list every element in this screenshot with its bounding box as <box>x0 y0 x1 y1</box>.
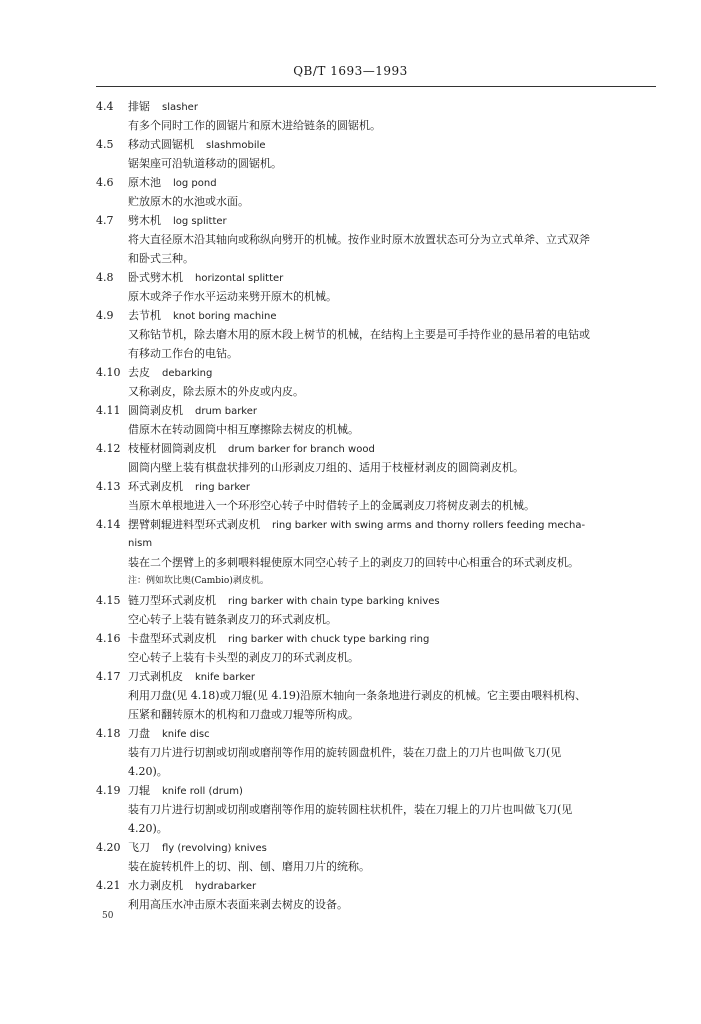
term-entry <box>96 629 656 667</box>
term-chinese: 卡盘型环式剥皮机 <box>128 632 216 645</box>
term-chinese: 排锯 <box>128 100 150 113</box>
term-definition: 圆筒内壁上装有棋盘状排列的山形剥皮刀组的、适用于枝桠材剥皮的圆筒剥皮机。 <box>128 461 524 474</box>
term-number: 4.7 <box>96 214 114 227</box>
term-heading <box>96 876 656 895</box>
term-chinese: 圆筒剥皮机 <box>128 404 183 417</box>
term-definition: 装有刀片进行切割或切削或磨削等作用的旋转圆盘机件，装在刀盘上的刀片也叫做飞刀(见 <box>128 746 562 759</box>
term-chinese: 环式剥皮机 <box>128 480 183 493</box>
term-definition: 装有刀片进行切割或切削或磨削等作用的旋转圆柱状机件，装在刀辊上的刀片也叫做飞刀(见 <box>128 803 573 816</box>
term-entry <box>96 211 656 268</box>
term-note: 注：例如坎比奥(Cambio)剥皮机。 <box>128 576 269 586</box>
term-definition: 和卧式三种。 <box>128 252 194 265</box>
term-heading <box>96 135 656 154</box>
term-chinese: 刀辊 <box>128 784 150 797</box>
term-number: 4.5 <box>96 138 114 151</box>
term-definition: 4.20)。 <box>128 765 168 778</box>
term-number: 4.17 <box>96 670 121 683</box>
term-heading <box>96 838 656 857</box>
term-heading <box>96 781 656 800</box>
term-chinese: 去节机 <box>128 309 161 322</box>
term-english: ring barker with chain type barking knives <box>228 596 440 607</box>
header-rule <box>96 86 656 87</box>
term-english: knife barker <box>195 672 256 683</box>
term-english: log splitter <box>173 216 227 227</box>
term-english: drum barker <box>195 406 258 417</box>
term-number: 4.16 <box>96 632 121 645</box>
term-definition: 贮放原木的水池或水面。 <box>128 195 249 208</box>
term-heading <box>96 629 656 648</box>
term-definition: 原木或斧子作水平运动来劈开原木的机械。 <box>128 290 337 303</box>
term-heading <box>96 667 656 686</box>
term-entry <box>96 439 656 477</box>
term-entry <box>96 363 656 401</box>
term-english: drum barker for branch wood <box>228 444 375 455</box>
term-heading <box>96 724 656 743</box>
term-definition: 锯架座可沿轨道移动的圆锯机。 <box>128 157 282 170</box>
term-heading <box>96 97 656 116</box>
term-english: fly (revolving) knives <box>162 843 267 854</box>
term-number: 4.9 <box>96 309 114 322</box>
term-english: slasher <box>162 102 198 113</box>
term-english: knot boring machine <box>173 311 277 322</box>
term-definition: 又称钻节机，除去磨木用的原木段上树节的机械，在结构上主要是可手持作业的悬吊着的电钻或 <box>128 328 590 341</box>
term-english: slashmobile <box>206 140 266 151</box>
term-english: ring barker with swing arms and thorny rollers feeding mecha- <box>272 520 586 531</box>
term-english: hydrabarker <box>195 881 257 892</box>
term-number: 4.6 <box>96 176 114 189</box>
term-heading <box>96 401 656 420</box>
term-number: 4.8 <box>96 271 114 284</box>
term-entry <box>96 306 656 363</box>
term-chinese: 去皮 <box>128 366 150 379</box>
page-number: 50 <box>102 911 114 921</box>
standard-code-header: QB/T 1693—1993 <box>293 64 408 78</box>
term-definition: 装在旋转机件上的切、削、刨、磨用刀片的统称。 <box>128 860 370 873</box>
term-english: debarking <box>162 368 213 379</box>
term-entry <box>96 477 656 515</box>
term-chinese: 移动式圆锯机 <box>128 138 194 151</box>
term-english: log pond <box>173 178 217 189</box>
term-heading <box>96 173 656 192</box>
term-entry <box>96 515 656 591</box>
term-chinese: 原木池 <box>128 176 161 189</box>
term-chinese: 水力剥皮机 <box>128 879 183 892</box>
term-definition: 利用刀盘(见 4.18)或刀辊(见 4.19)沿原木轴向一条条地进行剥皮的机械。它主要由喂料机构、 <box>128 689 587 702</box>
term-number: 4.11 <box>96 404 121 417</box>
term-number: 4.10 <box>96 366 121 379</box>
term-english: knife disc <box>162 729 210 740</box>
term-entry <box>96 667 656 724</box>
term-heading <box>96 591 656 610</box>
term-number: 4.14 <box>96 518 121 531</box>
term-chinese: 劈木机 <box>128 214 161 227</box>
term-number: 4.4 <box>96 100 114 113</box>
term-heading <box>96 211 656 230</box>
term-entry <box>96 135 656 173</box>
term-definition: 将大直径原木沿其轴向或称纵向劈开的机械。按作业时原木放置状态可分为立式单斧、立式双斧 <box>128 233 590 246</box>
term-number: 4.12 <box>96 442 121 455</box>
term-heading <box>96 306 656 325</box>
term-heading <box>96 515 656 534</box>
term-definition: 空心转子上装有链条剥皮刀的环式剥皮机。 <box>128 613 337 626</box>
term-heading <box>96 363 656 382</box>
term-entry <box>96 838 656 876</box>
term-definition: 有移动工作台的电钻。 <box>128 347 238 360</box>
term-definition: 4.20)。 <box>128 822 168 835</box>
term-definition: 又称剥皮，除去原木的外皮或内皮。 <box>128 385 304 398</box>
term-chinese: 链刀型环式剥皮机 <box>128 594 216 607</box>
term-number: 4.20 <box>96 841 121 854</box>
term-definition: 装在二个摆臂上的多刺喂料辊使原木同空心转子上的剥皮刀的回转中心相重合的环式剥皮机。 <box>128 556 579 569</box>
term-number: 4.21 <box>96 879 121 892</box>
term-chinese: 枝桠材圆筒剥皮机 <box>128 442 216 455</box>
term-heading <box>96 268 656 287</box>
term-chinese: 卧式劈木机 <box>128 271 183 284</box>
term-english: ring barker with chuck type barking ring <box>228 634 430 645</box>
term-entry <box>96 876 656 914</box>
term-definition: 空心转子上装有卡头型的剥皮刀的环式剥皮机。 <box>128 651 359 664</box>
term-chinese: 摆臂刺辊进料型环式剥皮机 <box>128 518 260 531</box>
term-english: knife roll (drum) <box>162 786 243 797</box>
term-entry <box>96 268 656 306</box>
term-english-continued: nism <box>128 538 153 549</box>
term-entry <box>96 401 656 439</box>
term-chinese: 刀盘 <box>128 727 150 740</box>
term-definition: 当原木单根地进入一个环形空心转子中时借转子上的金属剥皮刀将树皮剥去的机械。 <box>128 499 535 512</box>
term-chinese: 飞刀 <box>128 841 150 854</box>
term-number: 4.15 <box>96 594 121 607</box>
term-list <box>96 97 656 914</box>
term-number: 4.18 <box>96 727 121 740</box>
term-entry <box>96 781 656 838</box>
term-definition: 有多个同时工作的圆锯片和原木进给链条的圆锯机。 <box>128 119 381 132</box>
term-number: 4.13 <box>96 480 121 493</box>
term-number: 4.19 <box>96 784 121 797</box>
term-definition: 借原木在转动圆筒中相互摩擦除去树皮的机械。 <box>128 423 359 436</box>
term-heading <box>96 439 656 458</box>
term-english: ring barker <box>195 482 251 493</box>
term-english: horizontal splitter <box>195 273 284 284</box>
term-entry <box>96 591 656 629</box>
term-entry <box>96 724 656 781</box>
term-definition: 压紧和翻转原木的机构和刀盘或刀辊等所构成。 <box>128 708 359 721</box>
term-definition: 利用高压水冲击原木表面来剥去树皮的设备。 <box>128 898 348 911</box>
term-chinese: 刀式剥机皮 <box>128 670 183 683</box>
term-entry <box>96 97 656 135</box>
term-heading <box>96 477 656 496</box>
term-entry <box>96 173 656 211</box>
